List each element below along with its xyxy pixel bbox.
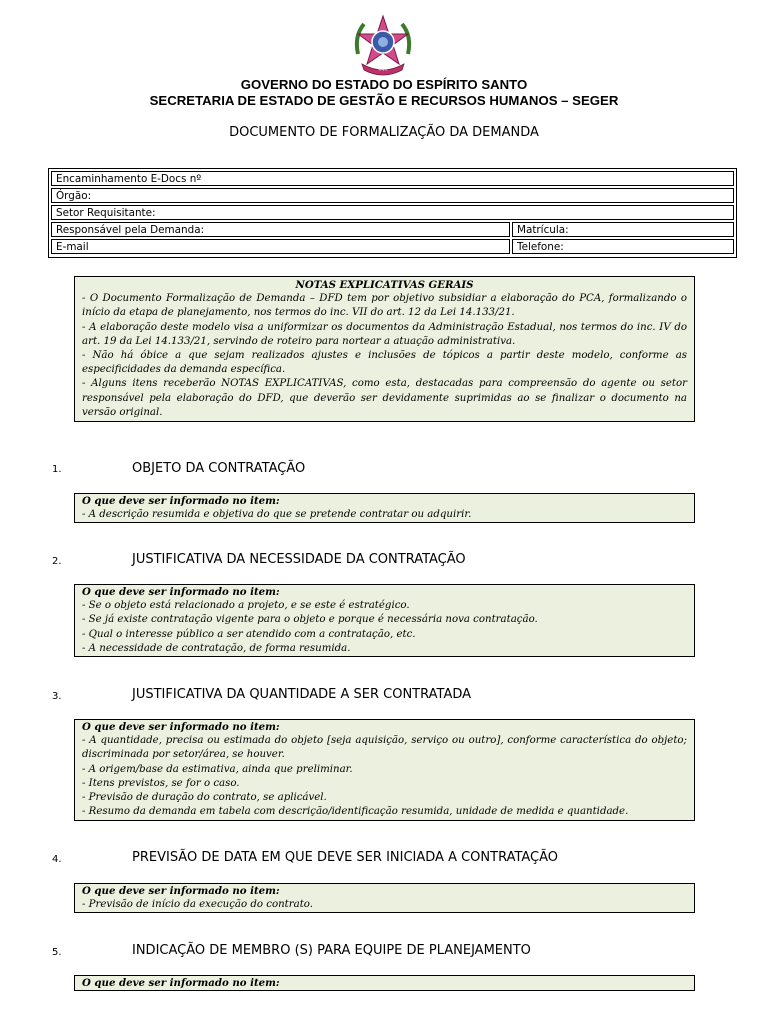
- section-number: 3.: [52, 691, 62, 702]
- note-line: - A origem/base da estimativa, ainda que preliminar.: [82, 763, 353, 775]
- note-line: - Previsão de duração do contrato, se aplicável.: [82, 792, 327, 804]
- note-heading: O que deve ser informado no item:: [82, 721, 280, 733]
- svg-text:~~~: ~~~: [377, 67, 389, 73]
- setor-field[interactable]: Setor Requisitante:: [51, 205, 734, 220]
- document-title: DOCUMENTO DE FORMALIZAÇÃO DA DEMANDA: [229, 125, 539, 140]
- section-title: JUSTIFICATIVA DA NECESSIDADE DA CONTRATAÇÃO: [132, 552, 466, 567]
- section-title: INDICAÇÃO DE MEMBRO (S) PARA EQUIPE DE PLANEJAMENTO: [132, 943, 531, 958]
- note-heading: O que deve ser informado no item:: [82, 495, 280, 507]
- note-line: - Resumo da demanda em tabela com descrição/identificação resumida, unidade de medida e quantidade.: [82, 806, 629, 818]
- notes-heading: NOTAS EXPLICATIVAS GERAIS: [295, 279, 474, 291]
- note-line: - Alguns itens receberão NOTAS EXPLICATIVAS, como esta, destacadas para compreensão do agente ou setor responsável pela elaboração do DFD, que deverão ser devidamente suprimidas ao se finalizar o documento na versão original.: [82, 378, 687, 418]
- identification-form: [48, 168, 737, 258]
- secretariat-name: SECRETARIA DE ESTADO DE GESTÃO E RECURSOS HUMANOS – SEGER: [149, 93, 619, 108]
- section-number: 4.: [52, 854, 62, 865]
- responsavel-field[interactable]: Responsável pela Demanda:: [51, 222, 510, 237]
- note-line: - A descrição resumida e objetiva do que se pretende contratar ou adquirir.: [82, 509, 472, 521]
- section-number: 1.: [52, 464, 62, 475]
- section-title: JUSTIFICATIVA DA QUANTIDADE A SER CONTRATADA: [132, 687, 472, 702]
- state-coat-of-arms: [352, 14, 414, 78]
- section-title: PREVISÃO DE DATA EM QUE DEVE SER INICIADA A CONTRATAÇÃO: [132, 850, 559, 865]
- general-notes-box: [74, 276, 695, 422]
- section-title: OBJETO DA CONTRATAÇÃO: [132, 461, 306, 476]
- note-line: - Previsão de início da execução do contrato.: [82, 899, 313, 911]
- section-number: 2.: [52, 556, 62, 567]
- note-line: - O Documento Formalização de Demanda – DFD tem por objetivo subsidiar a elaboração do PCA, formalizando o início da etapa de planejamento, nos termos do inc. VII do art. 12 da Lei 14.133/21.: [82, 293, 687, 319]
- note-line: - Se o objeto está relacionado a projeto, e se este é estratégico.: [82, 600, 410, 612]
- note-line: - A necessidade de contratação, de forma resumida.: [82, 642, 351, 654]
- note-line: - Se já existe contratação vigente para o objeto e porque é necessária nova contratação.: [82, 614, 538, 626]
- note-line: - Qual o interesse público a ser atendido com a contratação, etc.: [82, 628, 416, 640]
- orgao-field[interactable]: Órgão:: [51, 188, 734, 203]
- edocs-field[interactable]: Encaminhamento E-Docs nº: [51, 171, 734, 186]
- note-heading: O que deve ser informado no item:: [82, 586, 280, 598]
- note-line: - A quantidade, precisa ou estimada do objeto [seja aquisição, serviço ou outro], conforme característica do objeto; discriminada por setor/área, se houver.: [82, 735, 687, 761]
- section-note-box: [74, 493, 695, 523]
- section-note-box: [74, 584, 695, 657]
- telefone-field[interactable]: Telefone:: [512, 239, 734, 254]
- matricula-field[interactable]: Matrícula:: [512, 222, 734, 237]
- section-note-box: [74, 719, 695, 821]
- note-heading: O que deve ser informado no item:: [82, 977, 280, 989]
- note-heading: O que deve ser informado no item:: [82, 885, 280, 897]
- section-note-box: [74, 975, 695, 991]
- section-note-box: [74, 883, 695, 913]
- note-line: - A elaboração deste modelo visa a uniformizar os documentos da Administração Estadual, nos termos do inc. IV do art. 19 da Lei 14.133/21, servindo de roteiro para nortear a atuação administrativa.: [82, 321, 687, 347]
- note-line: - Itens previstos, se for o caso.: [82, 777, 240, 789]
- email-field[interactable]: E-mail: [51, 239, 510, 254]
- government-name: GOVERNO DO ESTADO DO ESPÍRITO SANTO: [240, 77, 528, 92]
- section-number: 5.: [52, 947, 62, 958]
- note-line: - Não há óbice a que sejam realizados ajustes e inclusões de tópicos a partir deste modelo, conforme as especificidades da demanda específica.: [82, 350, 687, 376]
